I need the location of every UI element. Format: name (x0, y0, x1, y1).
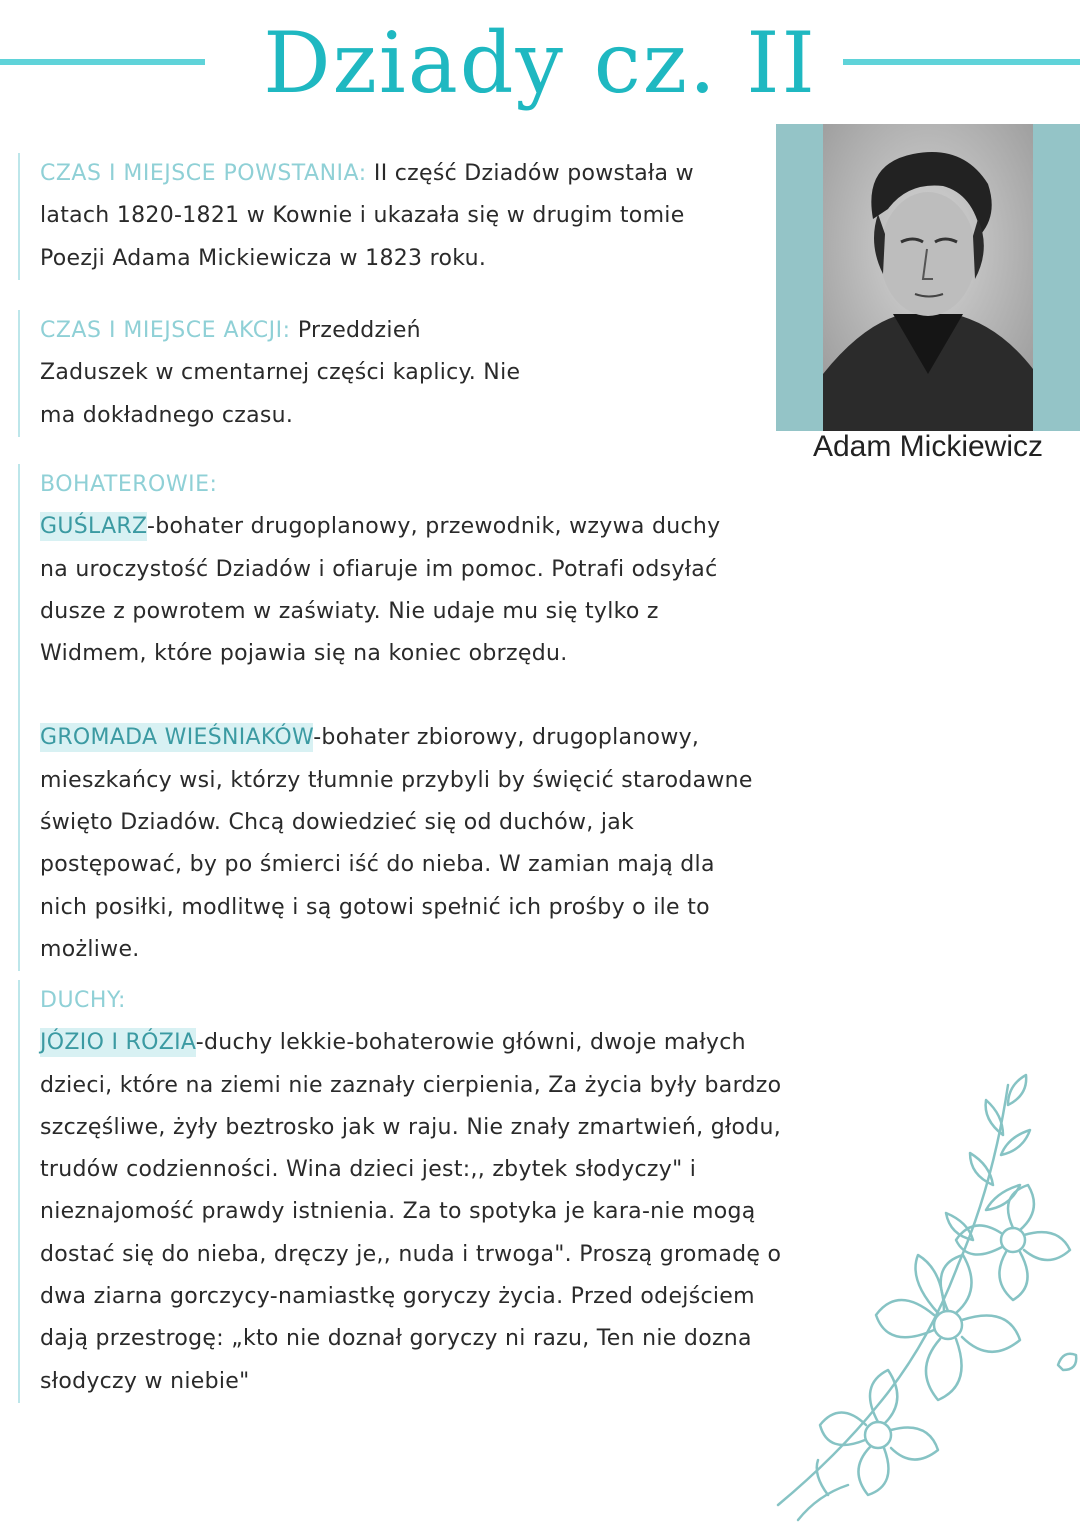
text-line: postępować, by po śmierci iść do nieba. W zamian mają dla (40, 852, 715, 878)
section-label: CZAS I MIEJSCE AKCJI: (40, 318, 291, 343)
section-czas-akcji (18, 310, 520, 437)
text-line: dzieci, które na ziemi nie zaznały cierpienia, Za życia były bardzo (40, 1072, 782, 1098)
text-line: słodyczy w niebie" (40, 1368, 250, 1394)
flower-decoration-icon (758, 1065, 1080, 1527)
paragraph (40, 310, 520, 352)
paragraph (40, 717, 753, 759)
paragraph (40, 506, 753, 548)
character-name-gromada: GROMADA WIEŚNIAKÓW (40, 725, 314, 751)
character-name-guslarz: GUŚLARZ (40, 514, 147, 540)
section-label: DUCHY: (40, 988, 126, 1013)
text-line: dwa ziarna gorczycy-namiastkę goryczy życia. Przed odejściem (40, 1284, 755, 1310)
text-line: Przeddzień (290, 318, 421, 343)
text-line: trudów codzienności. Wina dzieci jest:,, zbytek słodyczy" i (40, 1157, 697, 1183)
text-line: -bohater drugoplanowy, przewodnik, wzywa duchy (147, 514, 721, 540)
page-title: Dziady cz. II (263, 14, 817, 112)
text-line: mieszkańcy wsi, którzy tłumnie przybyli by święcić starodawne (40, 767, 753, 793)
text-line: -bohater zbiorowy, drugoplanowy, (313, 725, 700, 751)
portrait-caption: Adam Mickiewicz (812, 430, 1044, 463)
section-duchy (18, 980, 781, 1403)
text-line: dają przestrogę: „kto nie doznał goryczy ni razu, Ten nie dozna (40, 1326, 752, 1352)
text-line: Poezji Adama Mickiewicza w 1823 roku. (40, 245, 487, 271)
paragraph (40, 1022, 781, 1064)
text-line: Widmem, które pojawia się na koniec obrzędu. (40, 641, 568, 667)
text-line: Zaduszek w cmentarnej części kaplicy. Nie (40, 360, 521, 386)
section-bohaterowie (18, 464, 753, 971)
text-line: święto Dziadów. Chcą dowiedzieć się od duchów, jak (40, 810, 635, 836)
paragraph (40, 153, 694, 195)
text-line: dostać się do nieba, dręczy je,, nuda i trwoga". Proszą gromadę o (40, 1241, 782, 1267)
text-line: dusze z powrotem w zaświaty. Nie udaje mu się tylko z (40, 598, 659, 624)
section-label: BOHATEROWIE: (40, 472, 218, 497)
text-line: możliwe. (40, 936, 140, 962)
text-line: ma dokładnego czasu. (40, 402, 294, 428)
character-name-jozio-rozia: JÓZIO I RÓZIA (40, 1030, 196, 1056)
text-line: II część Dziadów powstała w (366, 161, 694, 186)
text-line: szczęśliwe, żyły beztrosko jak w raju. Nie znały zmartwień, głodu, (40, 1114, 782, 1140)
title-divider-left (0, 59, 205, 65)
text-line: -duchy lekkie-bohaterowie główni, dwoje małych (195, 1030, 746, 1056)
text-line: na uroczystość Dziadów i ofiaruje im pomoc. Potrafi odsyłać (40, 556, 718, 582)
text-line: nich posiłki, modlitwę i są gotowi spełnić ich prośby o ile to (40, 894, 710, 920)
text-line: nieznajomość prawdy istnienia. Za to spotyka je kara-nie mogą (40, 1199, 756, 1225)
section-czas-powstania (18, 153, 694, 280)
section-label: CZAS I MIEJSCE POWSTANIA: (40, 161, 367, 186)
title-divider-right (843, 59, 1080, 65)
portrait-icon (823, 124, 1033, 431)
text-line: latach 1820-1821 w Kownie i ukazała się w drugim tomie (40, 203, 685, 229)
